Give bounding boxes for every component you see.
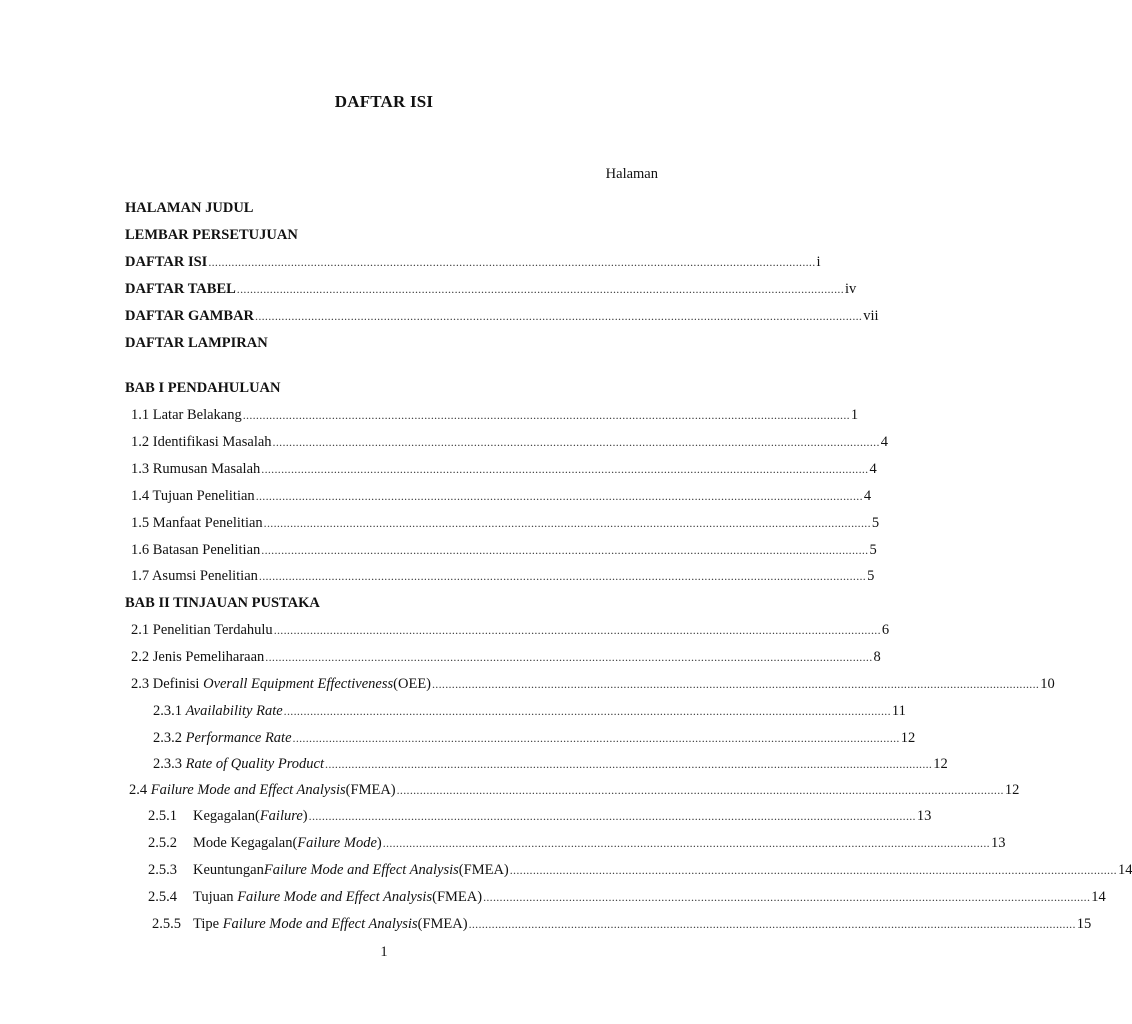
toc-entry-label: DAFTAR GAMBAR <box>125 308 255 324</box>
section-title-suffix: ) <box>376 835 382 851</box>
toc-entry-2-5-3[interactable] <box>148 860 1132 880</box>
leader-dots: ........................................................................................................................................................................................ <box>273 623 881 637</box>
section-title: Identifikasi Masalah <box>152 434 272 450</box>
section-title-italic: Failure Mode and Effect Analysis <box>150 782 346 798</box>
toc-entry-label <box>153 728 292 748</box>
section-number: 1.2 <box>131 434 150 450</box>
section-title-italic: Failure Mode and Effect Analysis <box>222 916 418 932</box>
section-number: 1.5 <box>131 515 150 531</box>
section-number: 2.5.1 <box>148 808 177 824</box>
toc-entry-label: LEMBAR PERSETUJUAN <box>125 227 298 243</box>
toc-entry-label <box>152 914 468 934</box>
toc-entry-label <box>148 860 509 880</box>
section-title: Jenis Pemeliharaan <box>152 649 265 665</box>
toc-entry-2-3[interactable] <box>131 674 1055 694</box>
toc-page-number: 4 <box>869 461 877 477</box>
section-number: 2.5.3 <box>148 862 177 878</box>
section-title-prefix: Kegagalan( <box>193 808 260 824</box>
leader-dots: ........................................................................................................................................................................................ <box>263 516 871 530</box>
leader-dots: ........................................................................................................................................................................................ <box>272 435 880 449</box>
document-title: DAFTAR ISI <box>334 92 434 111</box>
toc-page-number: 5 <box>871 515 880 531</box>
leader-dots: ........................................................................................................................................................................................ <box>255 309 863 323</box>
toc-entry-daftar-gambar[interactable] <box>125 306 879 326</box>
toc-entry-1-2[interactable] <box>131 432 888 452</box>
toc-entry-halaman-judul[interactable] <box>125 198 253 218</box>
section-title-italic: Failure <box>259 808 303 824</box>
toc-page-number: 8 <box>873 649 881 665</box>
toc-entry-2-4[interactable] <box>129 780 1020 800</box>
toc-page-number: 4 <box>880 434 888 450</box>
leader-dots: ........................................................................................................................................................................................ <box>258 569 867 583</box>
leader-dots: ........................................................................................................................................................................................ <box>396 783 1004 797</box>
section-number: 2.4 <box>129 782 148 798</box>
section-title: Penelitian Terdahulu <box>152 622 273 638</box>
page-number: 1 <box>380 944 388 960</box>
toc-page-number: 6 <box>881 622 890 638</box>
toc-entry-label: DAFTAR LAMPIRAN <box>125 335 268 351</box>
chapter-heading-bab-1[interactable] <box>125 378 281 398</box>
section-title-suffix: ) <box>302 808 308 824</box>
leader-dots: ........................................................................................................................................................................................ <box>283 704 891 718</box>
section-number: 2.3.1 <box>153 703 182 719</box>
section-title: Asumsi Penelitian <box>151 568 258 584</box>
chapter-heading-label: BAB II TINJAUAN PUSTAKA <box>125 595 320 611</box>
leader-dots: ........................................................................................................................................................................................ <box>265 650 873 664</box>
section-title-italic: Failure Mode and Effect Analysis <box>263 862 459 878</box>
toc-entry-label <box>148 806 308 826</box>
toc-page-number: 14 <box>1091 889 1106 905</box>
toc-entry-daftar-tabel[interactable] <box>125 279 857 299</box>
section-number: 2.2 <box>131 649 150 665</box>
toc-entry-label <box>153 754 324 774</box>
leader-dots: ........................................................................................................................................................................................ <box>432 677 1040 691</box>
section-title-italic: Rate of Quality Product <box>185 756 325 772</box>
halaman-label: Halaman <box>605 166 658 182</box>
toc-entry-2-5-1[interactable] <box>148 806 932 826</box>
toc-page-number: 1 <box>850 407 859 423</box>
section-number: 2.3.3 <box>153 756 182 772</box>
leader-dots: ........................................................................................................................................................................................ <box>509 863 1117 877</box>
section-title-suffix: (FMEA) <box>345 782 396 798</box>
toc-entry-2-5-2[interactable] <box>148 833 1006 853</box>
section-title: Batasan Penelitian <box>152 542 261 558</box>
toc-entry-label <box>131 674 431 694</box>
section-number: 2.3.2 <box>153 730 182 746</box>
toc-page-number: 12 <box>933 756 948 772</box>
chapter-heading-bab-2[interactable] <box>125 593 320 613</box>
leader-dots: ........................................................................................................................................................................................ <box>242 408 850 422</box>
toc-entry-label <box>131 647 264 667</box>
section-number: 2.5.2 <box>148 835 177 851</box>
leader-dots: ........................................................................................................................................................................................ <box>261 543 869 557</box>
chapter-heading-label: BAB I PENDAHULUAN <box>125 380 281 396</box>
leader-dots: ........................................................................................................................................................................................ <box>292 731 900 745</box>
toc-page-number: 14 <box>1117 862 1132 878</box>
toc-entry-label <box>153 701 283 721</box>
leader-dots: ........................................................................................................................................................................................ <box>483 890 1091 904</box>
section-number: 1.1 <box>131 407 150 423</box>
leader-dots: ........................................................................................................................................................................................ <box>261 462 869 476</box>
section-title-prefix: Mode Kegagalan( <box>193 835 298 851</box>
toc-entry-2-3-2[interactable] <box>153 728 916 748</box>
toc-page-number: iv <box>845 281 857 297</box>
toc-entry-label <box>129 780 396 800</box>
toc-page-number: 5 <box>869 542 877 558</box>
section-title-italic: Performance Rate <box>185 730 292 746</box>
toc-page-number: 4 <box>863 488 872 504</box>
section-title-prefix: Tujuan <box>193 889 238 905</box>
section-number: 1.4 <box>131 488 150 504</box>
toc-entry-1-7[interactable] <box>131 566 875 586</box>
section-title-prefix: Tipe <box>193 916 223 932</box>
toc-page-number: 11 <box>891 703 906 719</box>
toc-entry-label <box>131 459 260 479</box>
toc-entry-label <box>148 887 482 907</box>
section-title: Latar Belakang <box>152 407 242 423</box>
toc-entry-label <box>131 540 260 560</box>
leader-dots: ........................................................................................................................................................................................ <box>308 809 916 823</box>
toc-entry-label <box>148 833 382 853</box>
section-number: 2.3 <box>131 676 150 692</box>
leader-dots: ........................................................................................................................................................................................ <box>382 836 990 850</box>
toc-entry-label <box>131 405 242 425</box>
toc-entry-label <box>131 432 272 452</box>
section-number: 1.6 <box>131 542 150 558</box>
section-title-suffix: (FMEA) <box>458 862 509 878</box>
toc-entry-2-3-3[interactable] <box>153 754 948 774</box>
section-title: Tujuan Penelitian <box>152 488 255 504</box>
toc-entry-1-4[interactable] <box>131 486 872 506</box>
toc-entry-daftar-lampiran[interactable] <box>125 333 268 353</box>
leader-dots: ........................................................................................................................................................................................ <box>325 757 933 771</box>
toc-entry-label <box>131 620 273 640</box>
toc-entry-2-5-4[interactable] <box>148 887 1106 907</box>
section-number: 1.3 <box>131 461 150 477</box>
toc-page-number: i <box>816 254 821 270</box>
toc-entry-1-6[interactable] <box>131 540 877 560</box>
toc-entry-label <box>131 486 255 506</box>
toc-entry-2-1[interactable] <box>131 620 890 640</box>
toc-page-number: 5 <box>867 568 875 584</box>
toc-page-number: 10 <box>1040 676 1055 692</box>
toc-entry-1-1[interactable] <box>131 405 859 425</box>
toc-page-number: 15 <box>1076 916 1092 932</box>
toc-entry-daftar-isi[interactable] <box>125 252 821 272</box>
toc-entry-1-5[interactable] <box>131 513 880 533</box>
section-title: Manfaat Penelitian <box>152 515 263 531</box>
section-title-italic: Overall Equipment Effectiveness <box>203 676 394 692</box>
toc-page-number: 13 <box>916 808 932 824</box>
section-number: 1.7 <box>131 568 150 584</box>
section-title-suffix: (FMEA) <box>432 889 483 905</box>
section-title-italic: Failure Mode and Effect Analysis <box>237 889 433 905</box>
toc-entry-label: DAFTAR ISI <box>125 254 208 270</box>
toc-entry-lembar-persetujuan[interactable] <box>125 225 298 245</box>
section-number: 2.1 <box>131 622 150 638</box>
leader-dots: ........................................................................................................................................................................................ <box>208 255 816 269</box>
toc-page-number: vii <box>863 308 879 324</box>
toc-entry-2-5-5[interactable] <box>152 914 1092 934</box>
section-title-prefix: Definisi <box>152 676 204 692</box>
section-title-prefix: Keuntungan <box>193 862 264 878</box>
toc-entry-1-3[interactable] <box>131 459 877 479</box>
toc-page-number: 12 <box>1004 782 1020 798</box>
toc-entry-label <box>131 566 258 586</box>
section-title: Rumusan Masalah <box>152 461 261 477</box>
section-title-suffix: (OEE) <box>393 676 431 692</box>
section-number: 2.5.4 <box>148 889 177 905</box>
toc-entry-label: HALAMAN JUDUL <box>125 200 254 216</box>
section-title-suffix: (FMEA) <box>417 916 468 932</box>
toc-entry-2-2[interactable] <box>131 647 881 667</box>
section-title-italic: Failure Mode <box>297 835 377 851</box>
toc-entry-label: DAFTAR TABEL <box>125 281 236 297</box>
toc-page-number: 13 <box>990 835 1006 851</box>
toc-page-number: 12 <box>900 730 916 746</box>
leader-dots: ........................................................................................................................................................................................ <box>236 282 844 296</box>
toc-entry-label <box>131 513 263 533</box>
toc-entry-2-3-1[interactable] <box>153 701 906 721</box>
section-number: 2.5.5 <box>152 916 181 932</box>
leader-dots: ........................................................................................................................................................................................ <box>468 917 1076 931</box>
leader-dots: ........................................................................................................................................................................................ <box>255 489 863 503</box>
section-title-italic: Availability Rate <box>185 703 283 719</box>
